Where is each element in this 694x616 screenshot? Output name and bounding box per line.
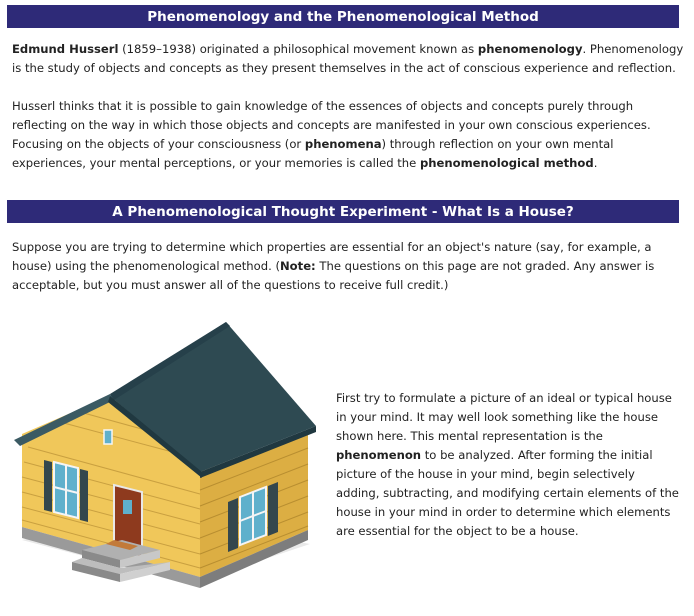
section-header-phenomenology (7, 5, 679, 28)
husserl-method-paragraph: Husserl thinks that it is possible to gain knowledge of the essences of objects and concepts purely through reflecting on the way in which those objects and concepts are manifested in your own conscious experiences. Focusing on the objects of your consciousness (or phenomena) through reflection on your own mental experiences, your mental perceptions, or your memories is called the phenomenological method. (12, 99, 651, 170)
section-header-thought-experiment (7, 200, 679, 223)
side-shutter-1 (228, 498, 238, 552)
suppose-paragraph: Suppose you are trying to determine which properties are essential for an object's nature (say, for example, a house) using the phenomenological method. (Note: The questions on this page are not graded. Any answer is acceptable, but you must answer all of the questions to receive full credit.) (12, 240, 655, 292)
house-illustration (10, 322, 325, 594)
left-shutter-2 (80, 469, 88, 522)
phenomenology-term: phenomenology (477, 42, 583, 56)
phenomena-term: phenomena (304, 137, 382, 151)
attic-window (104, 430, 112, 444)
left-shutter-1 (44, 460, 52, 512)
door-window (123, 500, 132, 514)
house-phenomenon-paragraph: First try to formulate a picture of an ideal or typical house in your mind. It may well look something like the house shown here. This mental representation is the phenomenon to be analyzed. After forming the initial picture of the house in your mind, begin selectively adding, subtracting, and modifying certain elements of the house in your mind in order to determine which elements are essential for the object to be a house. (336, 391, 679, 538)
husserl-name: Edmund Husserl (12, 42, 119, 56)
intro-paragraph: Edmund Husserl (1859–1938) originated a philosophical movement known as phenomenology. Phenomenology is the study of objects and concepts as they present themselves in the act of conscious experience and reflection. (12, 42, 684, 75)
house-icon (10, 322, 325, 594)
note-label: Note: (279, 259, 316, 273)
phenomenological-method-term: phenomenological method (419, 156, 594, 170)
section-title: Phenomenology and the Phenomenological Method (147, 8, 539, 25)
phenomenon-term: phenomenon (336, 448, 422, 462)
section-title: A Phenomenological Thought Experiment - What Is a House? (112, 203, 574, 220)
side-shutter-2 (268, 482, 278, 536)
